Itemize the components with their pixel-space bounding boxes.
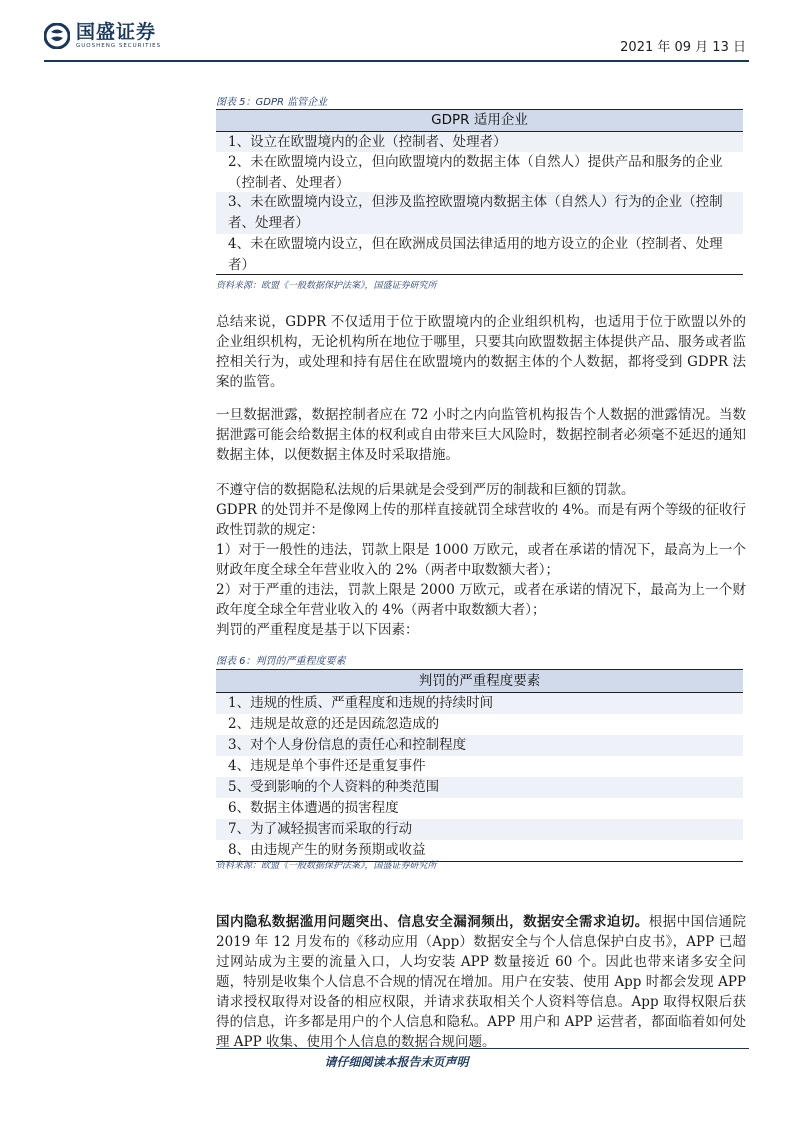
table-row: 1、设立在欧盟境内的企业（控制者、处理者） [216, 132, 743, 152]
table-row: 5、受到影响的个人资料的种类范围 [216, 777, 743, 798]
summary-paragraph: 总结来说，GDPR 不仅适用于位于欧盟境内的企业组织机构，也适用于位于欧盟以外的企业组织机构，无论机构所在地位于哪里，只要其向欧盟数据主体提供产品、服务或者监控相关行为，或处理和持有居住在欧盟境内的数据主体的个人数据，都将受到 GDPR 法案的监管。 [216, 314, 746, 390]
table-row: 8、由违规产生的财务预期或收益 [228, 842, 426, 858]
figure5-source: 资料来源：欧盟《一般数据保护法案》，国盛证券研究所 [216, 281, 437, 291]
table-row: 3、未在欧盟境内设立，但涉及监控欧盟境内数据主体（自然人）行为的企业（控制者、处理者） [216, 192, 743, 234]
breach-paragraph: 一旦数据泄露，数据控制者应在 72 小时之内向监管机构报告个人数据的泄露情况。当数据泄露可能会给数据主体的权利或自由带来巨大风险时，数据控制者必须毫不延迟的通知数据主体，以便数据主体及时采取措施。 [216, 407, 746, 463]
figure6-source: 资料来源：欧盟《一般数据保护法案》，国盛证券研究所 [216, 861, 437, 871]
table-row: 6、数据主体遭遇的损害程度 [228, 800, 399, 816]
logo-name-en: GUOSHENG SECURITIES [76, 43, 162, 49]
penalty-serious: 2）对于严重的违法，罚款上限是 2000 万欧元，或者在承诺的情况下，最高为上一个财政年度全球全年营业收入的 4%（两者中取数额大者）； [216, 582, 746, 618]
table-row: 4、违规是单个事件还是重复事件 [228, 758, 426, 774]
table-row: 3、对个人身份信息的责任心和控制程度 [216, 735, 743, 756]
penalty-paragraph [216, 480, 746, 640]
figure6-table-header: 判罚的严重程度要素 [216, 669, 743, 693]
domestic-privacy-paragraph [216, 912, 746, 1052]
figure5-table-bottom-rule [216, 274, 743, 275]
footer-disclaimer: 请仔细阅读本报告末页声明 [324, 1055, 469, 1069]
table-row: 2、未在欧盟境内设立，但向欧盟境内的数据主体（自然人）提供产品和服务的企业（控制者、处理者） [228, 154, 723, 191]
figure6-table [216, 669, 743, 862]
penalty-levels: GDPR 的处罚并不是像网上传的那样直接就罚全球营收的 4%。而是有两个等级的征收行政性罚款的规定： [216, 502, 746, 538]
penalty-intro: 不遵守信的数据隐私法规的后果就是会受到严厉的制裁和巨额的罚款。 [216, 482, 635, 498]
footer-divider [216, 1048, 749, 1049]
table-row: 2、违规是故意的还是因疏忽造成的 [228, 716, 440, 732]
figure5-title: 图表 5：GDPR 监管企业 [216, 97, 328, 108]
domestic-privacy-body: 根据中国信通院 2019 年 12 月发布的《移动应用（App）数据安全与个人信息保护白皮书》，APP 已超过网站成为主要的流量入口，人均安装 APP 数量接近 60 个。因此也带来诸多安全问题，特别是收集个人信息不合规的情况在增加。用户在安装、使用 App 时都会发现 APP 请求授权取得对设备的相应权限，并请求获取相关个人资料等信息。App 取得权限后获得的信息，许多都是用户的个人信息和隐私。APP 用户和 APP 运营者，都面临着如何处理 APP 收集、使用个人信息的数据合规问题。 [216, 914, 747, 1050]
figure5-table-header: GDPR 适用企业 [216, 109, 743, 132]
penalty-factors-lead: 判罚的严重程度是基于以下因素： [216, 622, 419, 638]
company-logo [44, 22, 161, 50]
logo-name-cn: 国盛证券 [76, 21, 157, 43]
figure5-table [216, 109, 743, 275]
report-date: 2021 年 09 月 13 日 [620, 40, 746, 55]
header-divider [44, 60, 749, 62]
table-row: 7、为了减轻损害而采取的行动 [216, 819, 743, 840]
guosheng-logo-icon [44, 23, 70, 49]
figure6-title: 图表 6：判罚的严重程度要素 [216, 656, 346, 667]
table-row: 1、违规的性质、严重程度和违规的持续时间 [216, 693, 743, 714]
table-row: 4、未在欧盟境内设立，但在欧洲成员国法律适用的地方设立的企业（控制者、处理者） [228, 236, 723, 273]
domestic-privacy-lead: 国内隐私数据滥用问题突出、信息安全漏洞频出，数据安全需求迫切。 [216, 914, 649, 930]
penalty-general: 1）对于一般性的违法，罚款上限是 1000 万欧元，或者在承诺的情况下，最高为上一个财政年度全球全年营业收入的 2%（两者中取数额大者）； [216, 542, 746, 578]
